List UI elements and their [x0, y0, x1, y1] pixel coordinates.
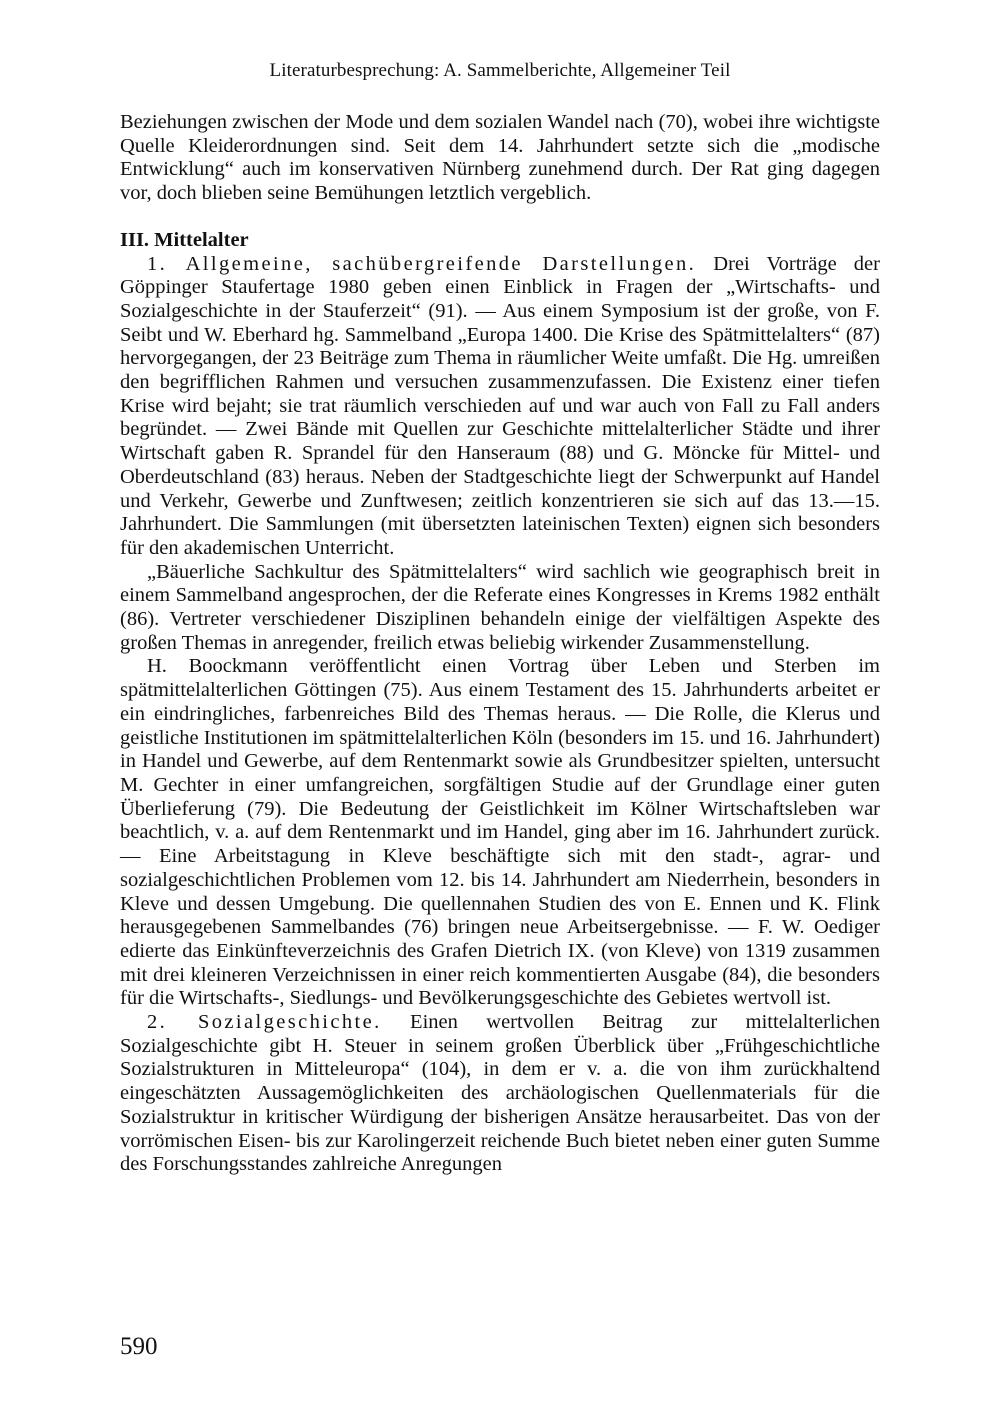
- paragraph-text: Einen wertvollen Beitrag zur mittelalterlichen Sozialgeschichte gibt H. Steuer in seinem großen Überblick über „Frühgeschichtliche Sozialstrukturen in Mitteleuropa“ (104), in dem er v. a. die von ihm zurückhaltend eingeschätzten Aussagemöglichkeiten des archäologischen Quellenmaterials für die Sozialstruktur in kritischer Würdigung der bisherigen Ansätze herausarbeitet. Das von der vorrömischen Eisen- bis zur Karolingerzeit reichende Buch bietet neben einer guten Summe des Forschungsstandes zahlreiche Anregungen: [120, 1011, 880, 1176]
- section-heading: III. Mittelalter: [120, 228, 249, 251]
- paragraph: Beziehungen zwischen der Mode und dem sozialen Wandel nach (70), wobei ihre wichtigste Quelle Kleiderordnungen sind. Seit dem 14. Jahrhundert setzte sich die „modische Entwicklung“ auch im konservativen Nürnberg zunehmend durch. Der Rat ging dagegen vor, doch blieben seine Bemühungen letztlich vergeblich.: [120, 111, 880, 205]
- paragraph: „Bäuerliche Sachkultur des Spätmittelalters“ wird sachlich wie geographisch breit in einem Sammelband angesprochen, der die Referate eines Kongresses in Krems 1982 enthält (86). Vertreter verschiedener Disziplinen behandeln einige der vielfältigen Aspekte des großen Themas in anregender, freilich etwas beliebig wirkender Zusammenstellung.: [120, 560, 880, 654]
- paragraph: [120, 253, 880, 561]
- running-head: Literaturbesprechung: A. Sammelberichte, Allgemeiner Teil: [269, 60, 731, 81]
- paragraph-text: Drei Vorträge der Göppinger Staufertage 1980 geben einen Einblick in Fragen der „Wirtschafts- und Sozialgeschichte in der Stauferzeit“ (91). — Aus einem Symposium ist der große, von F. Seibt und W. Eberhard hg. Sammelband „Europa 1400. Die Krise des Spätmittelalters“ (87) hervorgegangen, der 23 Beiträge zum Thema in räumlicher Weite umfaßt. Die Hg. umreißen den begrifflichen Rahmen und versuchen zusammenzufassen. Die Existenz einer tiefen Krise wird bejaht; sie trat räumlich verschieden auf und war auch von Fall zu Fall anders begründet. — Zwei Bände mit Quellen zur Geschichte mittelalterlicher Städte und ihrer Wirtschaft gaben R. Sprandel für den Hanseraum (88) und G. Möncke für Mittel- und Oberdeutschland (83) heraus. Neben der Stadtgeschichte liegt der Schwerpunkt auf Handel und Verkehr, Gewerbe und Zunftwesen; zeitlich konzentrieren sie sich auf das 13.—15. Jahrhundert. Die Sammlungen (mit übersetzten lateinischen Texten) eignen sich besonders für den akademischen Unterricht.: [120, 252, 880, 559]
- body-text: [120, 111, 880, 1177]
- paragraph-lead: 2. Sozialgeschichte.: [147, 1011, 382, 1034]
- paragraph: [120, 1011, 880, 1177]
- paragraph: H. Boockmann veröffentlicht einen Vortrag über Leben und Sterben im spätmittelalterlichen Göttingen (75). Aus einem Testament des 15. Jahrhunderts arbeitet er ein eindringliches, farbenreiches Bild des Themas heraus. — Die Rolle, die Klerus und geistliche Institutionen im spätmittelalterlichen Köln (besonders im 15. und 16. Jahrhundert) in Handel und Gewerbe, auf dem Rentenmarkt sowie als Grundbesitzer spielten, untersucht M. Gechter in einer umfangreichen, sorgfältigen Studie auf der Grundlage einer guten Überlieferung (79). Die Bedeutung der Geistlichkeit im Kölner Wirtschaftsleben war beachtlich, v. a. auf dem Rentenmarkt und im Handel, ging aber im 16. Jahrhundert zurück. — Eine Arbeitstagung in Kleve beschäftigte sich mit den stadt-, agrar- und sozialgeschichtlichen Problemen vom 12. bis 14. Jahrhundert am Niederrhein, besonders in Kleve und dessen Umgebung. Die quellennahen Studien des von E. Ennen und K. Flink herausgegebenen Sammelbandes (76) bringen neue Arbeitsergebnisse. — F. W. Oediger edierte das Einkünfteverzeichnis des Grafen Dietrich IX. (von Kleve) von 1319 zusammen mit drei kleineren Verzeichnissen in einer reich kommentierten Ausgabe (84), die besonders für die Wirtschafts-, Siedlungs- und Bevölkerungsgeschichte des Gebietes wertvoll ist.: [120, 655, 880, 1010]
- paragraph-lead: 1. Allgemeine, sachübergreifende Darstellungen.: [147, 252, 697, 275]
- page-number: 590: [120, 1333, 158, 1360]
